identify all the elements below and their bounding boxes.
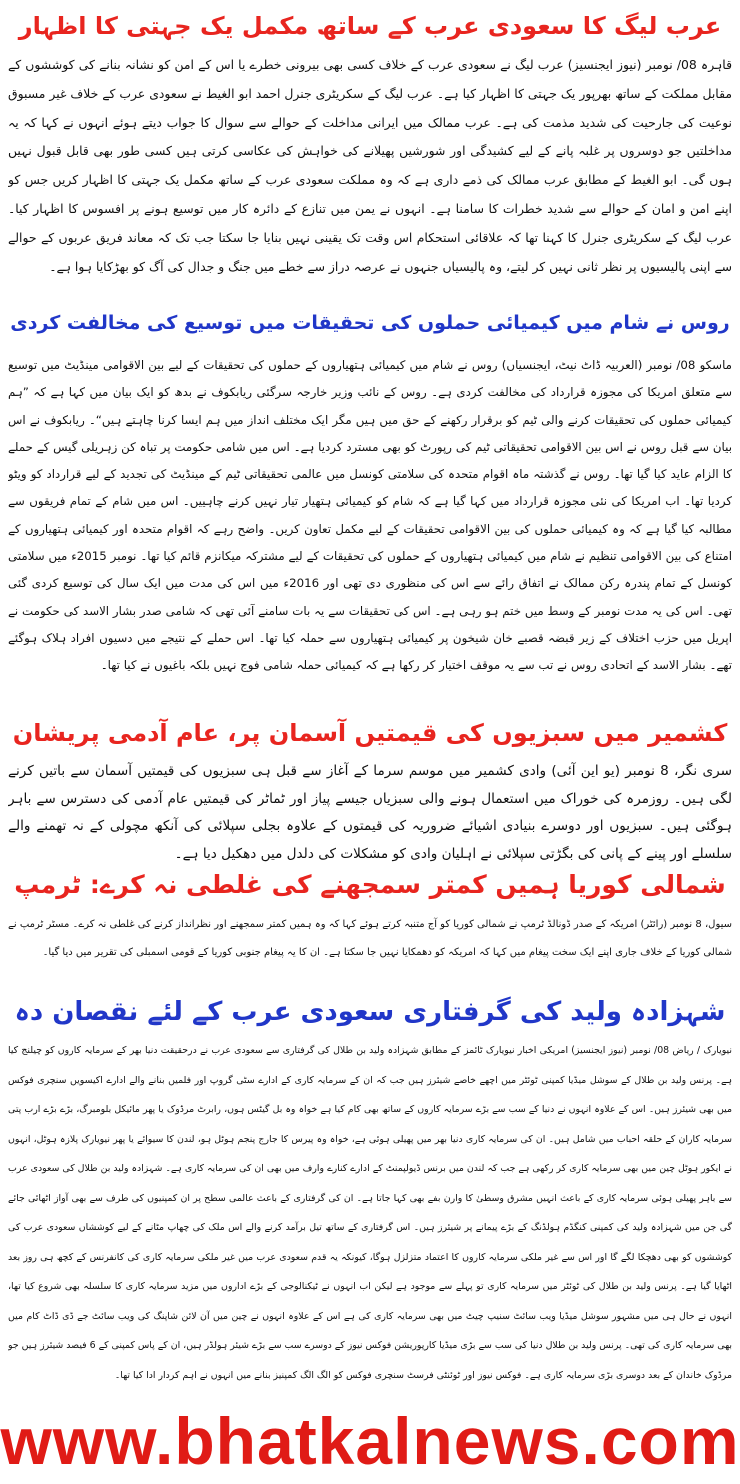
headline-prince-waleed: شہزادہ ولید کی گرفتاری سعودی عرب کے لئے نقصان دہ — [14, 997, 726, 1027]
article-body-prince-waleed: نیویارک / ریاض 08/ نومبر (نیوز ایجنسیز) امریکی اخبار نیویارک ٹائمز کے مطابق شہزادہ ولید بن طلال کی گرفتاری سے سعودی عرب نے درحقیقت دنیا بھر کے سرمایہ کاروں کو چیلنج کیا ہے۔ پرنس ولید بن طلال کے سوشل میڈیا کمپنی ٹوئٹر میں اچھے خاصے شیئرز ہیں جب کہ ان کے سرمایہ کاری کے ادارے سٹی گروپ اور فلمیں بنانے والے ادارے اکیسویں سنچری فوکس میں بھی شیئرز ہیں۔ اس کے علاوہ انہوں نے دنیا کے سب سے بڑے سرمایہ کاروں کے ساتھ بھی کام کیا ہے خواہ وہ بل گیٹس ہوں، رابرٹ مرڈوک یا پھر مائیکل بلومبرگ، بڑے بڑے ارب پتی سرمایہ کاران کے حلقہ احباب میں شامل ہیں۔ ان کی سرمایہ کاری دنیا بھر میں پھیلی ہوئی ہے، خواہ وہ پیرس کا جارج پنجم ہوٹل ہو، لندن کا سیوائے یا پھر نیویارک پلازہ ہوٹل، انہوں نے ایکور ہوٹل چین میں بھی سرمایہ کاری کر رکھی ہے جب کہ لندن میں برنس ڈیولپمنٹ کے ادارے کنارے وارف میں بھی ان کی سرمایہ کاری ہے۔ شہزادہ ولید بن طلال کی سعودی عرب سے باہر پھیلی ہوئی سرمایہ کاری کے باعث انہیں مشرق وسطیٰ کا وارن بفے بھی کہا جاتا ہے۔ ان کی گرفتاری کے باعث عالمی سطح پر ان کمپنیوں کی طرف سے بھی آواز اٹھائی جائے گی جن میں شہزادہ ولید کی کمپنی کنگڈم ہولڈنگ کے بڑے پیمانے پر شیئرز ہیں۔ اس گرفتاری کے ساتھ تیل برآمد کرنے والے اس ملک کی چھاپ مٹانے کے لیے کوششاں سعودی عرب کی کوششوں کو بھی دھچکا لگے گا اور اس سے غیر ملکی سرمایہ کاروں کا اعتماد متزلزل ہوگا، کیونکہ یہ قدم سعودی عرب میں غیر ملکی سرمایہ کاری کی کانفرنس کے کچھ ہی روز بعد اٹھایا گیا ہے۔ پرنس ولید بن طلال کی ٹوئٹر میں سرمایہ کاری تو پہلے سے موجود ہے لیکن اب انہوں نے ٹیکنالوجی کے بڑے اداروں میں مزید سرمایہ کاری کا سلسلہ بھی شروع کیا تھا، انہوں نے حال ہی میں مشہور سوشل میڈیا ویب سائٹ سنیپ چیٹ میں بھی سرمایہ کاری کی ہے اس کے علاوہ انہوں نے چین میں آن لائن شاپنگ کی ویب سائٹ جے ڈی ڈاٹ کام میں بھی سرمایہ کاری کی تھی۔ پرنس ولید بن طلال دنیا کی سب سے بڑی میڈیا کارپوریشن فوکس نیوز کے دوسرے سب سے بڑے شیئر ہولڈر ہیں، ان کے پاس کمپنی کے 6 فیصد شیئرز ہیں جو مرڈوک خاندان کے بعد دوسری بڑی سرمایہ کاری ہے۔ فوکس نیوز اور ٹوئنٹی فرسٹ سنچری فوکس کو الگ الگ کمپنیز بنانے میں انہوں نے اہم کردار ادا کیا تھا۔ — [8, 1045, 732, 1381]
article-body-russia-syria: ماسکو 08/ نومبر (العربیہ ڈاٹ نیٹ، ایجنسیاں) روس نے شام میں کیمیائی ہتھیاروں کے حملوں کی تحقیقات کے لیے بین الاقوامی مینڈیٹ میں توسیع سے متعلق امریکا کی مجوزہ قرارداد کی مخالفت کردی ہے۔ روس کے نائب وزیر خارجہ سرگئی ریابکوف نے بدھ کو ایک بیان میں کہا ہے کہ ”ہم کیمیائی حملوں کی تحقیقات کرنے والی ٹیم کو برقرار رکھنے کے حق میں ہیں مگر ایک مختلف انداز میں ہم ایسا کرنا چاہتے ہیں“۔ ریابکوف نے اس بیان سے قبل روس نے اس بین الاقوامی تحقیقاتی ٹیم کی رپورٹ کو بھی مسترد کردیا ہے۔ اس میں شامی حکومت پر تباہ کن زہریلی گیس کے حملے کا الزام عاید کیا گیا تھا۔ روس نے گذشتہ ماہ اقوام متحدہ کی سلامتی کونسل میں عالمی تحقیقاتی ٹیم کے مینڈیٹ کی تجدید کے لیے قرارداد کو ویٹو کردیا تھا۔ اب امریکا کی نئی مجوزہ قرارداد میں کہا گیا ہے کہ شام کو کیمیائی ہتھیار تیار نہیں کرنے چاہییں۔ اس میں شام کے تمام فریقوں سے مطالبہ کیا گیا ہے کہ وہ کیمیائی حملوں کی بین الاقوامی تحقیقات کے لیے مکمل تعاون کریں۔ واضح رہے کہ اقوام متحدہ اور کیمیائی ہتھیاروں کے امتناع کی بین الاقوامی تنظیم نے شام میں کیمیائی ہتھیاروں کے حملوں کی تحقیقات کے لیے مشترکہ میکانزم قائم کیا تھا۔ نومبر 2015ء میں سلامتی کونسل کے تمام پندرہ رکن ممالک نے اتفاق رائے سے اس کی منظوری دی تھی اور 2016ء میں اس کی مدت میں ایک سال کی توسیع کردی گئی تھی۔ اس کی یہ مدت نومبر کے وسط میں ختم ہو رہی ہے۔ اس کی تحقیقات سے یہ بات سامنے آئی تھی کہ شامی صدر بشار الاسد کی حکومت نے اپریل میں حزب اختلاف کے زیر قبضہ قصبے خان شیخون پر کیمیائی ہتھیاروں سے حملہ کیا تھا۔ اس حملے کے نتیجے میں دسیوں افراد ہلاک ہوگئے تھے۔ بشار الاسد کے اتحادی روس نے تب سے یہ موقف اختیار کر رکھا ہے کہ کیمیائی حملہ شامی فوج نہیں بلکہ باغیوں نے کیا تھا۔ — [8, 358, 732, 673]
article-body-arab-league: قاہرہ 08/ نومبر (نیوز ایجنسیز) عرب لیگ نے سعودی عرب کے خلاف کسی بھی بیرونی خطرے یا اس کے امن کو نشانہ بنانے کی کوششوں کے مقابل مملکت کے ساتھ بھرپور یک جہتی کا اظہار کیا ہے۔ عرب لیگ کے سکریٹری جنرل احمد ابو الغیط نے سعودی عرب کے خلاف غیر مسبوق نوعیت کی جارحیت کی شدید مذمت کی ہے۔ عرب ممالک میں ایرانی مداخلت کے حوالے سے سوال کا جواب دیتے ہوئے انہوں نے کہا کہ یہ مداخلتیں جو دوسروں پر غلبہ پانے کے لیے کشیدگی اور شورشیں پھیلانے کی خواہش کی عکاسی کرتی ہیں کسی طور بھی قابل قبول نہیں ہوں گی۔ ابو الغیط کے مطابق عرب ممالک کی ذمے داری ہے کہ وہ مملکت سعودی عرب کے ساتھ مکمل یک جہتی کا اظہار کریں جس کو اپنے امن و امان کے حوالے سے شدید خطرات کا سامنا ہے۔ انہوں نے یمن میں تنازع کے دائرہ کار میں توسیع ہونے پر افسوس کا اظہار کیا۔ عرب لیگ کے سکریٹری جنرل کا کہنا تھا کہ علاقائی استحکام اس وقت تک یقینی نہیں بنایا جا سکتا جب تک کہ معاند فریق عربوں کے حوالے سے اپنی پالیسیوں پر نظر ثانی نہیں کر لیتے، وہ پالیسیاں جنہوں نے عرصہ دراز سے خطے میں جنگ و جدال کی آگ کو بھڑکایا ہوا ہے۔ — [8, 57, 732, 274]
article-kashmir-vegetables — [0, 712, 740, 868]
headline-russia-syria: روس نے شام میں کیمیائی حملوں کی تحقیقات میں توسیع کی مخالفت کردی — [10, 312, 730, 334]
article-body-kashmir-vegetables: سری نگر، 8 نومبر (یو این آئی) وادی کشمیر میں موسم سرما کے آغاز سے قبل ہی سبزیوں کی قیمتیں آسمان سے باتیں کرنے لگی ہیں۔ روزمرہ کی خوراک میں استعمال ہونے والی سبزیاں جیسے پیاز اور ٹماٹر کی قیمتیں عام آدمی کی دسترس سے باہر ہوگئی ہیں۔ سبزیوں اور دوسرے بنیادی اشیائے ضروریہ کی قیمتوں کے علاوہ بجلی سپلائی کی آنکھ مچولی کے نہ تھمنے والے سلسلے اور پینے کے پانی کی بگڑتی سپلائی نے اہلیان وادی کو مشکلات کی دلدل میں دھکیل دیا ہے۔ — [8, 763, 732, 862]
headline-trump-north-korea: شمالی کوریا ہمیں کمتر سمجھنے کی غلطی نہ کرے: ٹرمپ — [14, 870, 726, 899]
article-trump-north-korea — [0, 865, 740, 967]
article-prince-waleed — [0, 992, 740, 1390]
headline-arab-league: عرب لیگ کا سعودی عرب کے ساتھ مکمل یک جہتی کا اظہار — [18, 12, 722, 40]
headline-kashmir-vegetables: کشمیر میں سبزیوں کی قیمتیں آسمان پر، عام آدمی پریشان — [12, 719, 728, 747]
article-russia-syria — [0, 300, 740, 702]
article-arab-league — [0, 4, 740, 291]
article-body-trump-north-korea: سیول، 8 نومبر (رائٹر) امریکہ کے صدر ڈونالڈ ٹرمپ نے شمالی کوریا کو آج متنبہ کرتے ہوئے کہا کہ وہ ہمیں کمتر سمجھنے اور نظرانداز کرنے کی غلطی نہ کرے۔ مسٹر ٹرمپ نے شمالی کوریا کے خلاف جاری اپنے ایک سخت پیغام میں کہا کہ امریکہ کو دھمکایا نہیں جا سکتا ہے۔ ان کا یہ پیغام جنوبی کوریا کے قومی اسمبلی کی تقریر میں دیا گیا۔ — [8, 919, 732, 958]
footer-website-url: www.bhatkalnews.com — [0, 1404, 740, 1478]
